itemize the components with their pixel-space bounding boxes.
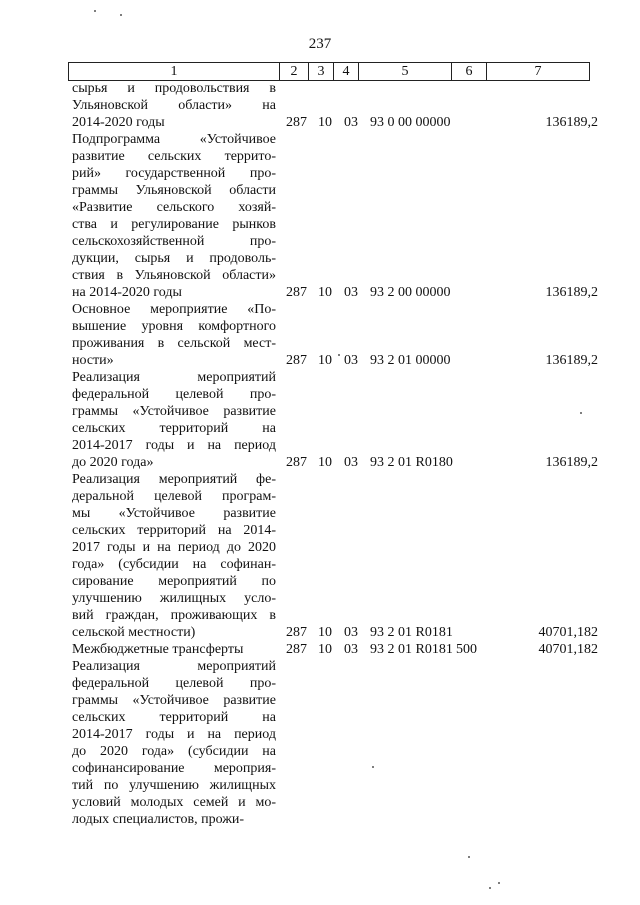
description-line: мы «Устойчивое развитие [72, 506, 276, 521]
description-line: сельских территорий на [72, 421, 276, 436]
header-col-1: 1 [69, 63, 280, 81]
section-code: 10 [318, 353, 332, 368]
description-line: до 2020 года» [72, 455, 154, 470]
row-description [72, 471, 276, 641]
description-line: условий молодых семей и мо- [72, 795, 276, 810]
table-row [0, 658, 640, 828]
budget-rows [0, 80, 640, 828]
row-description [72, 131, 276, 301]
admin-code: 287 [286, 625, 307, 640]
target-article-code: 93 2 01 R0181 [370, 642, 453, 657]
subsection-code: 03 [344, 455, 358, 470]
header-col-3: 3 [309, 63, 334, 81]
description-line: на 2014-2020 годы [72, 285, 182, 300]
admin-code: 287 [286, 642, 307, 657]
description-line: «Развитие сельского хозяй- [72, 200, 276, 215]
description-line: сирование мероприятий по [72, 574, 276, 589]
header-col-2: 2 [280, 63, 309, 81]
description-line: года» (субсидии на софинан- [72, 557, 276, 572]
scan-speck [120, 14, 122, 16]
section-code: 10 [318, 455, 332, 470]
description-line: дукции, сырья и продоволь- [72, 251, 276, 266]
table-row [0, 471, 640, 641]
description-line: Ульяновской области» на [72, 98, 276, 113]
table-row [0, 131, 640, 301]
row-codes [0, 811, 640, 828]
scan-speck [498, 882, 500, 884]
description-line: граммы «Устойчивое развитие [72, 404, 276, 419]
description-line: сельскохозяйственной про- [72, 234, 276, 249]
description-line: граммы Ульяновской области [72, 183, 276, 198]
description-line: ствия в Ульяновской области» [72, 268, 276, 283]
header-col-6: 6 [452, 63, 487, 81]
header-col-4: 4 [334, 63, 359, 81]
amount: 40701,182 [538, 625, 598, 640]
scan-speck [372, 766, 374, 768]
row-codes [0, 641, 640, 658]
row-description [72, 658, 276, 828]
description-line: сельской местности) [72, 625, 196, 640]
description-line: 2017 годы и на период до 2020 [72, 540, 276, 555]
description-line: вий граждан, проживающих в [72, 608, 276, 623]
row-codes [0, 454, 640, 471]
page-number: 237 [308, 36, 332, 52]
admin-code: 287 [286, 455, 307, 470]
description-line: развитие сельских террито- [72, 149, 276, 164]
amount: 136189,2 [545, 115, 598, 130]
amount: 136189,2 [545, 455, 598, 470]
table-row [0, 369, 640, 471]
section-code: 10 [318, 115, 332, 130]
amount: 40701,182 [538, 642, 598, 657]
description-line: вышение уровня комфортного [72, 319, 276, 334]
row-codes [0, 624, 640, 641]
description-line: граммы «Устойчивое развитие [72, 693, 276, 708]
target-article-code: 93 2 00 00000 [370, 285, 451, 300]
description-line: улучшению жилищных усло- [72, 591, 276, 606]
table-row [0, 80, 640, 131]
header-col-7: 7 [487, 63, 590, 81]
description-line: Межбюджетные трансферты [72, 642, 244, 657]
header-col-5: 5 [359, 63, 452, 81]
subsection-code: 03 [344, 353, 358, 368]
description-line: рий» государственной про- [72, 166, 276, 181]
admin-code: 287 [286, 353, 307, 368]
row-codes [0, 284, 640, 301]
column-header-table [68, 62, 590, 81]
description-line: сырья и продовольствия в [72, 81, 276, 96]
target-article-code: 93 0 00 00000 [370, 115, 451, 130]
description-line: Реализация мероприятий [72, 370, 276, 385]
amount: 136189,2 [545, 353, 598, 368]
description-line: федеральной целевой про- [72, 676, 276, 691]
description-line: лодых специалистов, прожи- [72, 812, 245, 827]
subsection-code: 03 [344, 625, 358, 640]
description-line: Реализация мероприятий [72, 659, 276, 674]
description-line: деральной целевой програм- [72, 489, 276, 504]
description-line: тий по улучшению жилищных [72, 778, 276, 793]
description-line: проживания в сельской мест- [72, 336, 276, 351]
description-line: 2014-2017 годы и на период [72, 438, 276, 453]
row-codes [0, 114, 640, 131]
scan-speck [94, 10, 96, 12]
description-line: сельских территорий на [72, 710, 276, 725]
subsection-code: 03 [344, 642, 358, 657]
description-line: 2014-2017 годы и на период [72, 727, 276, 742]
description-line: Основное мероприятие «По- [72, 302, 276, 317]
scan-speck [338, 354, 340, 356]
description-line: сельских территорий на 2014- [72, 523, 276, 538]
section-code: 10 [318, 642, 332, 657]
target-article-code: 93 2 01 00000 [370, 353, 451, 368]
scan-speck [468, 856, 470, 858]
scan-speck [489, 887, 491, 889]
description-line: Подпрограмма «Устойчивое [72, 132, 276, 147]
description-line: до 2020 года» (субсидии на [72, 744, 276, 759]
row-codes [0, 352, 640, 369]
target-article-code: 93 2 01 R0181 [370, 625, 453, 640]
scan-speck [580, 412, 582, 414]
table-row [0, 301, 640, 369]
description-line: федеральной целевой про- [72, 387, 276, 402]
description-line: Реализация мероприятий фе- [72, 472, 276, 487]
amount: 136189,2 [545, 285, 598, 300]
target-article-code: 93 2 01 R0180 [370, 455, 453, 470]
subsection-code: 03 [344, 285, 358, 300]
table-row [0, 641, 640, 658]
description-line: софинансирование мероприя- [72, 761, 276, 776]
description-line: ности» [72, 353, 114, 368]
section-code: 10 [318, 285, 332, 300]
expense-type-code: 500 [456, 642, 477, 657]
subsection-code: 03 [344, 115, 358, 130]
description-line: 2014-2020 годы [72, 115, 165, 130]
admin-code: 287 [286, 115, 307, 130]
admin-code: 287 [286, 285, 307, 300]
section-code: 10 [318, 625, 332, 640]
description-line: ства и регулирование рынков [72, 217, 276, 232]
